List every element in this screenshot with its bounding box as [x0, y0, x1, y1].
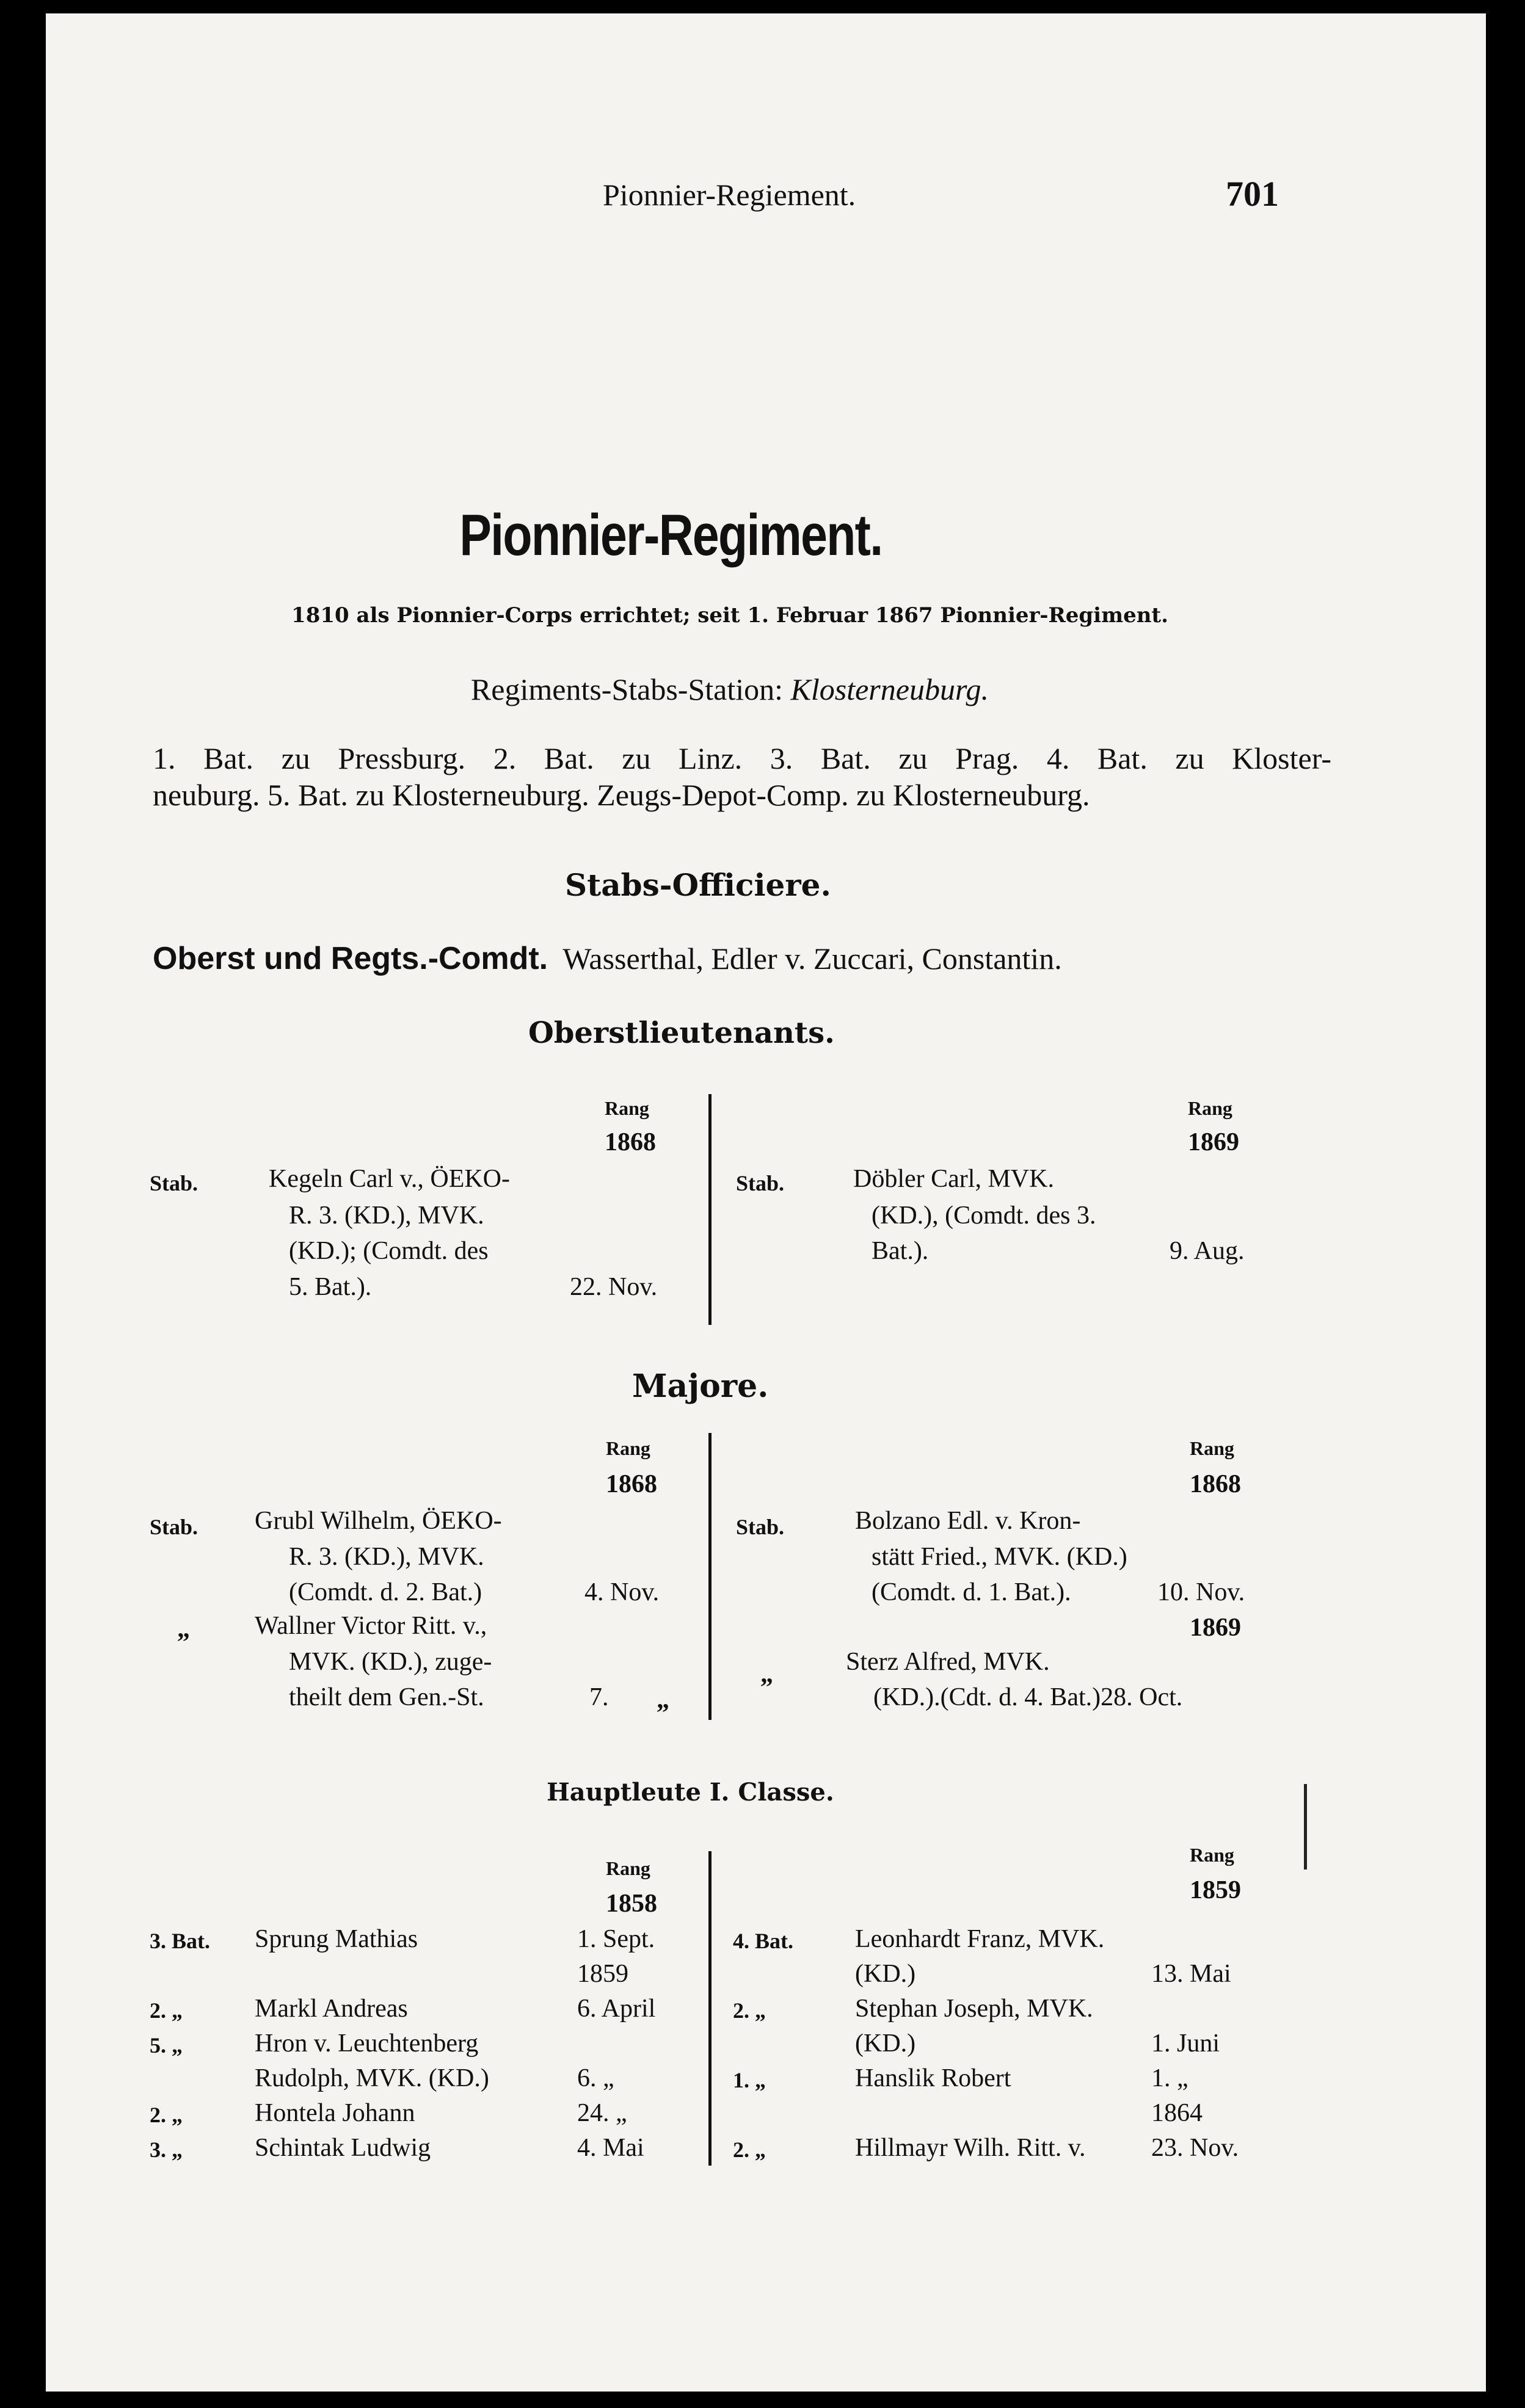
- entry-line: (Comdt. d. 2. Bat.): [289, 1578, 482, 1606]
- rang-year: 1869: [1188, 1128, 1239, 1156]
- entry-name: Hron v. Leuchtenberg: [255, 2029, 479, 2058]
- rank-date: 1. „: [1151, 2064, 1188, 2092]
- entry-line: MVK. (KD.), zuge-: [289, 1648, 492, 1676]
- entry-line: Wallner Victor Ritt. v.,: [255, 1612, 487, 1640]
- rank-date: 9. Aug.: [1170, 1237, 1245, 1265]
- battalions-line-1: 1. Bat. zu Pressburg. 2. Bat. zu Linz. 3. Bat. zu Prag. 4. Bat. zu Kloster-: [153, 741, 1331, 775]
- rank-date: 24. „: [577, 2099, 627, 2127]
- entry-line: 5. Bat.).: [289, 1273, 372, 1301]
- rank-date: 13. Mai: [1151, 1960, 1231, 1988]
- hauptleute-heading: Hauptleute I. Classe.: [547, 1778, 834, 1807]
- rang-year: 1859: [1190, 1876, 1241, 1904]
- ditto-mark: „: [657, 1686, 669, 1714]
- entry-line: Bat.).: [872, 1237, 929, 1265]
- rank-date: 22. Nov.: [570, 1273, 658, 1301]
- entry-line: Kegeln Carl v., ÖEKO-: [269, 1165, 511, 1193]
- unit-label: Stab.: [736, 1515, 785, 1539]
- unit-label: 2. „: [733, 2138, 766, 2162]
- unit-label: 2. „: [733, 1998, 766, 2023]
- entry-line: (KD.).(Cdt. d. 4. Bat.)28. Oct.: [873, 1683, 1183, 1711]
- station-label: Regiments-Stabs-Station:: [470, 672, 784, 706]
- rank-date: 4. Nov.: [584, 1578, 660, 1606]
- rang-year: 1868: [605, 1128, 656, 1156]
- unit-label: 2. „: [150, 2103, 183, 2127]
- rank-date: 6. April: [577, 1995, 656, 2023]
- entry-name: (KD.): [855, 1960, 916, 1988]
- rank-date: 1864: [1151, 2099, 1203, 2127]
- unit-label: „: [760, 1660, 773, 1688]
- oberst-label: Oberst und Regts.-Comdt.: [153, 941, 548, 976]
- rank-date: 23. Nov.: [1151, 2134, 1239, 2162]
- rang-year: 1858: [606, 1890, 657, 1918]
- unit-label: 3. Bat.: [150, 1929, 210, 1953]
- rank-date: 7.: [589, 1683, 609, 1711]
- running-head: Pionnier-Regiement.: [603, 178, 856, 212]
- unit-label: 2. „: [150, 1998, 183, 2023]
- entry-line: Grubl Wilhelm, ÖEKO-: [255, 1507, 502, 1535]
- rank-date: 1859: [577, 1960, 628, 1988]
- entry-line: (Comdt. d. 1. Bat.).: [872, 1578, 1071, 1606]
- page-number: 701: [1226, 174, 1279, 214]
- entry-line: (KD.), (Comdt. des 3.: [872, 1202, 1096, 1230]
- battalions-paragraph: [153, 740, 1331, 813]
- entry-name: Markl Andreas: [255, 1995, 408, 2023]
- entry-line: Döbler Carl, MVK.: [853, 1165, 1054, 1193]
- entry-line: R. 3. (KD.), MVK.: [289, 1543, 484, 1571]
- entry-line: stätt Fried., MVK. (KD.): [872, 1543, 1127, 1571]
- page-edge-mark: [1304, 1784, 1307, 1869]
- entry-name: Leonhardt Franz, MVK.: [855, 1925, 1105, 1953]
- rang-year: 1868: [606, 1470, 657, 1498]
- stabs-heading: Stabs-Officiere.: [565, 867, 831, 903]
- oberstlt-heading: Oberstlieutenants.: [528, 1016, 835, 1050]
- entry-line: R. 3. (KD.), MVK.: [289, 1202, 484, 1230]
- rang-label: Rang: [1188, 1097, 1232, 1119]
- rang-year: 1869: [1190, 1614, 1241, 1642]
- entry-name: Rudolph, MVK. (KD.): [255, 2064, 489, 2092]
- rang-label: Rang: [605, 1097, 649, 1119]
- unit-label: „: [177, 1615, 190, 1643]
- rank-date: 4. Mai: [577, 2134, 644, 2162]
- page-title: Pionnier-Regiment.: [459, 502, 883, 568]
- entry-name: Hillmayr Wilh. Ritt. v.: [855, 2134, 1086, 2162]
- majore-heading: Majore.: [632, 1368, 769, 1405]
- rang-label: Rang: [606, 1857, 650, 1879]
- oberst-line: [153, 940, 1062, 977]
- entry-name: (KD.): [855, 2029, 916, 2058]
- page: [46, 13, 1486, 2392]
- rank-date: 1. Sept.: [577, 1925, 655, 1953]
- unit-label: 1. „: [733, 2068, 766, 2092]
- column-divider: [708, 1094, 712, 1325]
- unit-label: Stab.: [150, 1515, 198, 1539]
- rang-label: Rang: [1190, 1437, 1234, 1459]
- entry-name: Stephan Joseph, MVK.: [855, 1995, 1093, 2023]
- entry-line: Sterz Alfred, MVK.: [846, 1648, 1050, 1676]
- entry-line: (KD.); (Comdt. des: [289, 1237, 489, 1265]
- unit-label: Stab.: [150, 1171, 198, 1195]
- rang-label: Rang: [606, 1437, 650, 1459]
- unit-label: Stab.: [736, 1171, 785, 1195]
- rang-year: 1868: [1190, 1470, 1241, 1498]
- rank-date: 10. Nov.: [1157, 1578, 1245, 1606]
- entry-line: Bolzano Edl. v. Kron-: [855, 1507, 1081, 1535]
- battalions-line-2: neuburg. 5. Bat. zu Klosterneuburg. Zeugs-Depot-Comp. zu Klosterneuburg.: [153, 778, 1090, 812]
- rank-date: 6. „: [577, 2064, 614, 2092]
- unit-label: 3. „: [150, 2138, 183, 2162]
- column-divider: [708, 1433, 712, 1720]
- rank-date: 1. Juni: [1151, 2029, 1220, 2058]
- entry-name: Hontela Johann: [255, 2099, 415, 2127]
- subtitle: 1810 als Pionnier-Corps errichtet; seit 1. Februar 1867 Pionnier-Regiment.: [291, 603, 1168, 628]
- entry-line: theilt dem Gen.-St.: [289, 1683, 484, 1711]
- entry-name: Hanslik Robert: [855, 2064, 1011, 2092]
- column-divider: [708, 1851, 712, 2166]
- oberst-name: Wasserthal, Edler v. Zuccari, Constantin.: [562, 941, 1062, 976]
- station-line: [137, 672, 1322, 707]
- entry-name: Schintak Ludwig: [255, 2134, 431, 2162]
- entry-name: Sprung Mathias: [255, 1925, 418, 1953]
- station-place: Klosterneuburg.: [790, 672, 989, 706]
- rang-label: Rang: [1190, 1844, 1234, 1866]
- unit-label: 4. Bat.: [733, 1929, 793, 1953]
- unit-label: 5. „: [150, 2033, 183, 2058]
